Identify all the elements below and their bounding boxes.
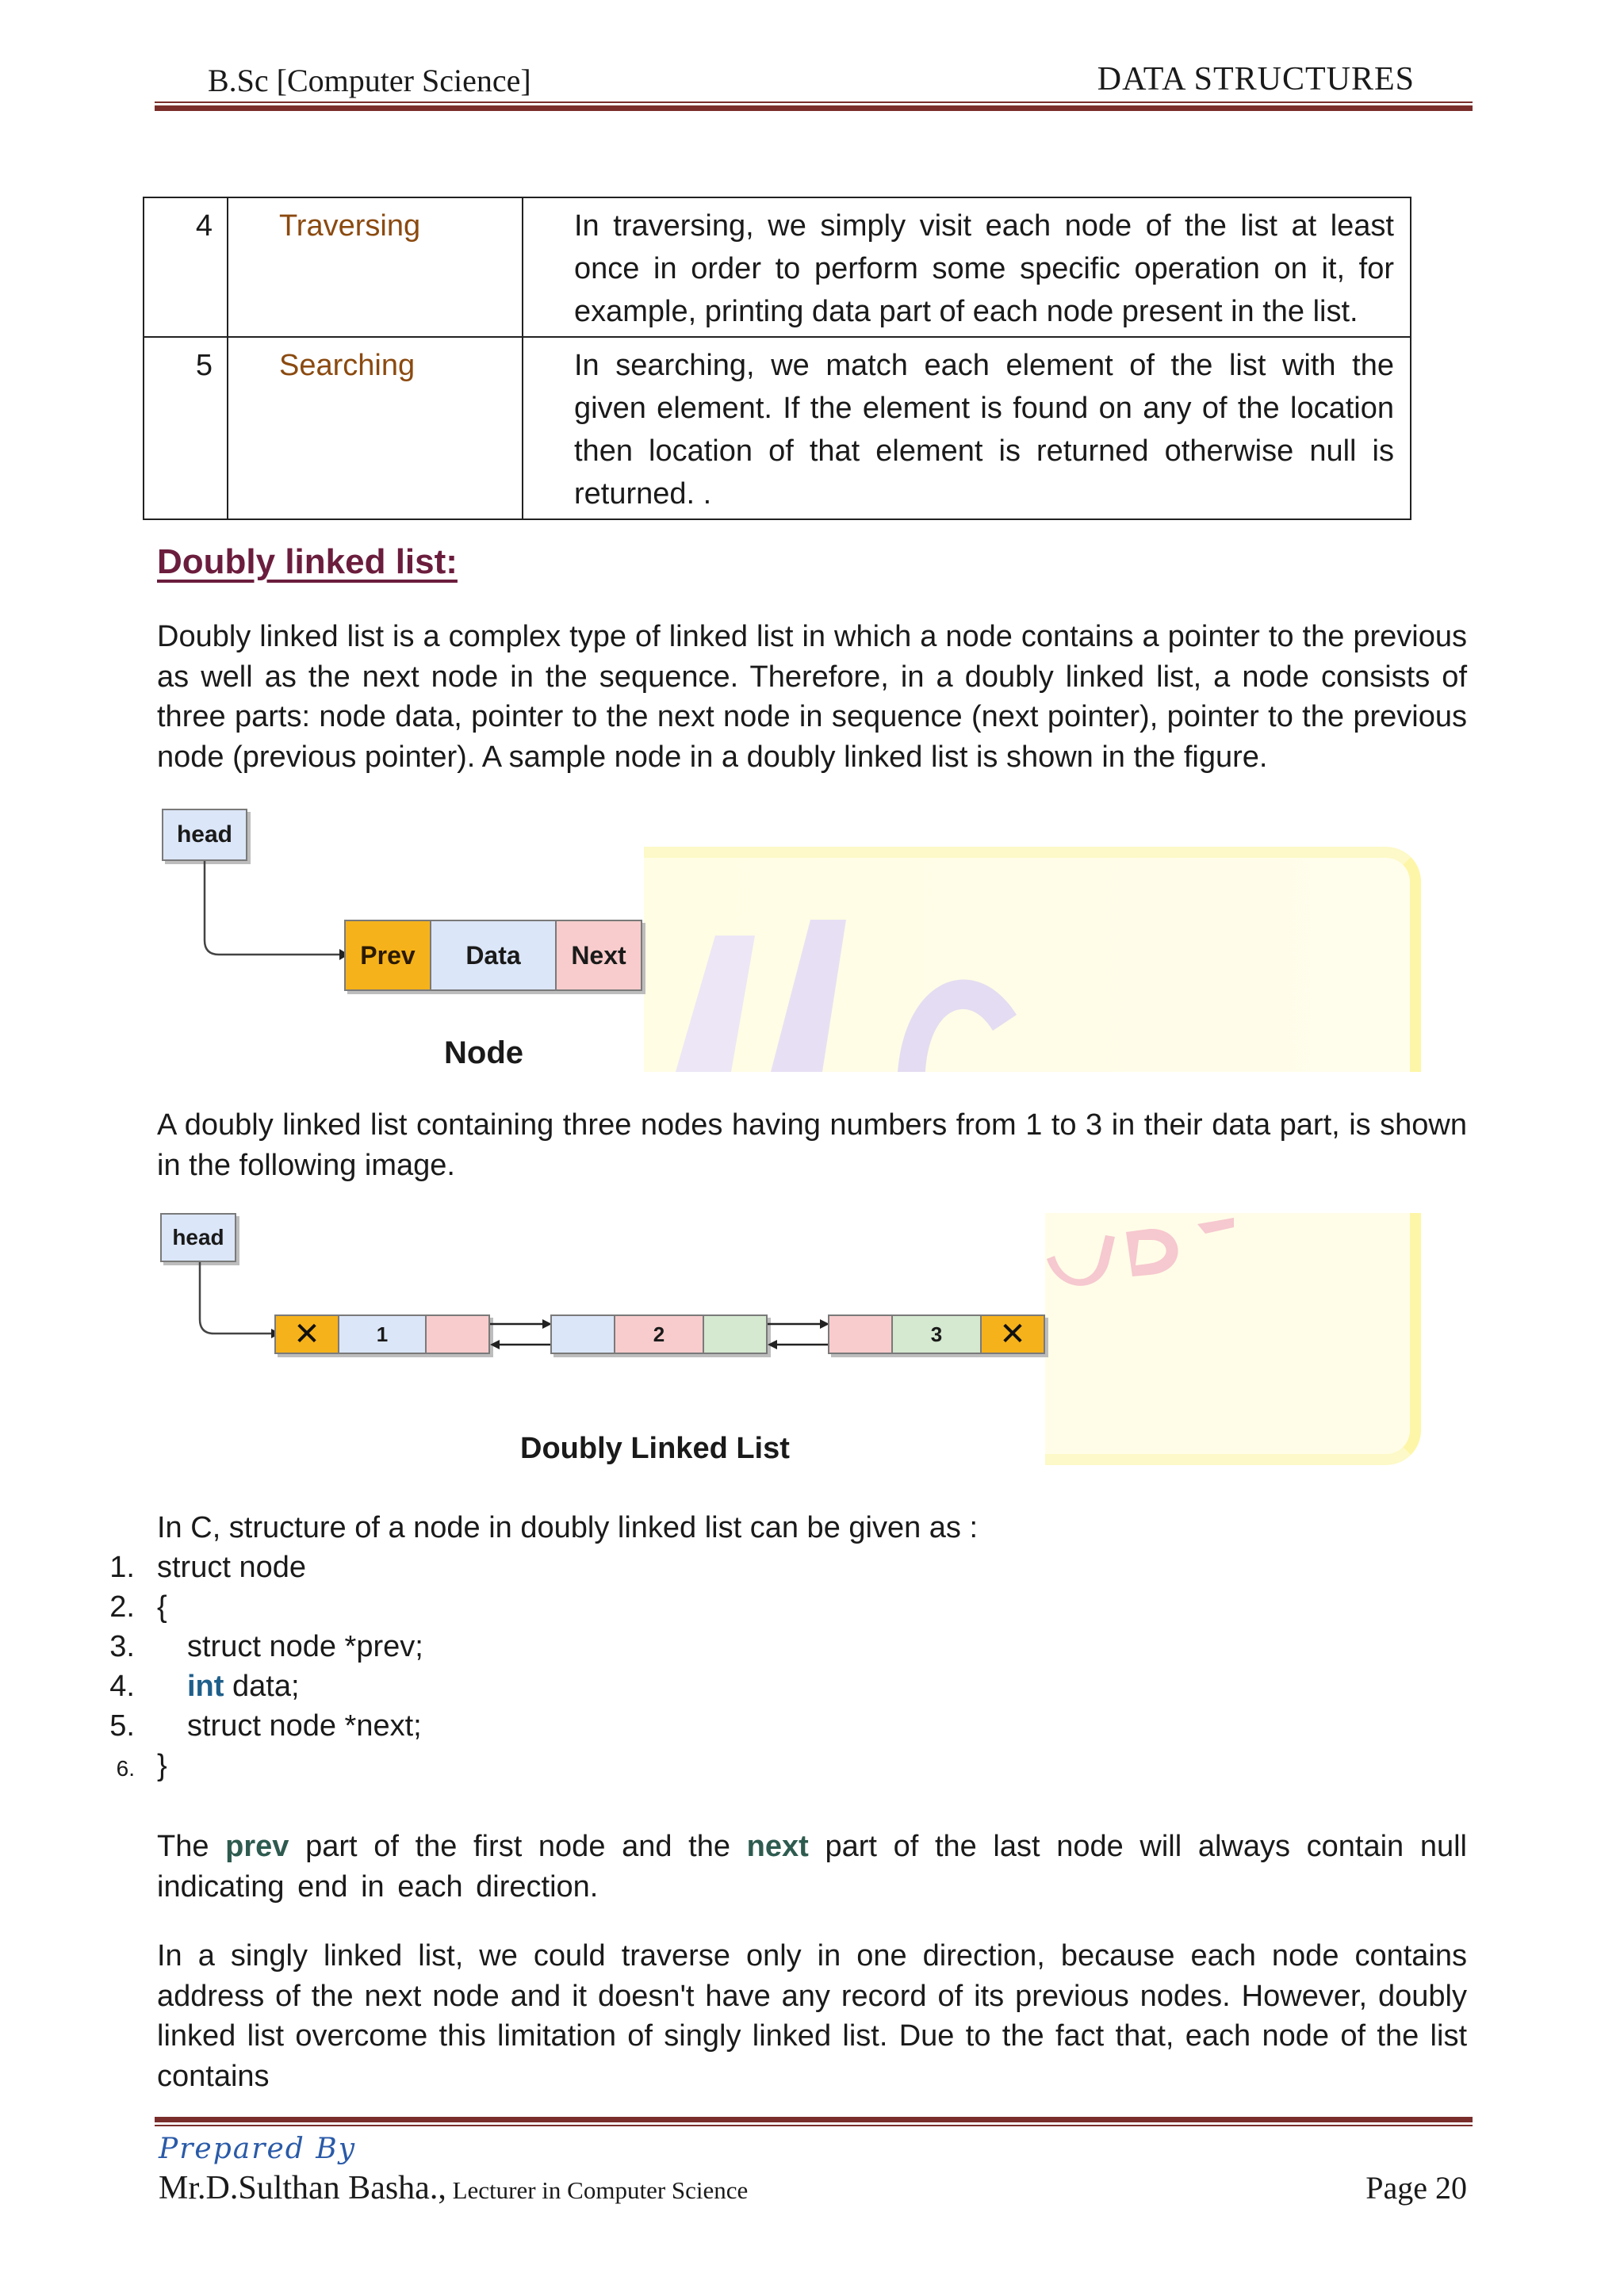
operation-name: Traversing bbox=[228, 197, 523, 337]
code-line-number: 4. bbox=[109, 1670, 135, 1703]
head-box: head bbox=[160, 1213, 236, 1262]
header-rule-thick bbox=[155, 105, 1473, 111]
null-marker-icon: ✕ bbox=[980, 1314, 1045, 1354]
operation-description: In traversing, we simply visit each node of the list at least once in order to perform some specific operation on it, for example, printing data part of each node present in the list. bbox=[523, 197, 1411, 337]
prepared-by: Prepared By bbox=[159, 2133, 357, 2165]
row-number: 4 bbox=[144, 197, 228, 337]
node-caption: Node bbox=[444, 1035, 523, 1070]
code-line: } bbox=[157, 1749, 167, 1782]
code-line: struct node bbox=[157, 1551, 306, 1584]
prev-field: Prev bbox=[344, 920, 431, 991]
node-1-data: 1 bbox=[338, 1314, 427, 1354]
link-arrows-1-2 bbox=[490, 1316, 552, 1353]
operation-name: Searching bbox=[228, 337, 523, 519]
code-line: { bbox=[157, 1590, 167, 1624]
code-line: struct node *next; bbox=[187, 1709, 422, 1743]
footer-rule-thick bbox=[155, 2117, 1473, 2122]
code-line-number: 1. bbox=[109, 1551, 135, 1584]
operations-table bbox=[143, 197, 1411, 520]
row-number: 5 bbox=[144, 337, 228, 519]
code-intro: In C, structure of a node in doubly linked list can be given as : bbox=[157, 1511, 979, 1544]
node-2-data: 2 bbox=[614, 1314, 704, 1354]
intro-paragraph: Doubly linked list is a complex type of linked list in which a node contains a pointer to the previous as well as the next node in the sequence. Therefore, in a doubly linked list, a node consists of three parts: node data, pointer to the next node in sequence (next pointer), pointer to the previous node (previous pointer). A sample node in a doubly linked list is shown in the figure. bbox=[157, 620, 1467, 774]
section-title: Doubly linked list: bbox=[157, 542, 458, 581]
header-course: B.Sc [Computer Science] bbox=[208, 63, 531, 98]
text-segment: The bbox=[157, 1830, 226, 1863]
traversal-paragraph: In a singly linked list, we could traverse only in one direction, because each node contains address of the next node and it doesn't have any record of its previous nodes. However, doubly linked list overcome this limitation of singly linked list. Due to the fact that, each node of the list contains bbox=[157, 1939, 1467, 2093]
author-line bbox=[159, 2169, 748, 2207]
link-arrows-2-3 bbox=[768, 1316, 829, 1353]
list-caption: Doubly Linked List bbox=[520, 1432, 790, 1465]
head-pointer-arrow bbox=[198, 861, 349, 964]
code-line-number: 6. bbox=[116, 1756, 135, 1781]
data-field: Data bbox=[430, 920, 557, 991]
code-line: struct node *prev; bbox=[187, 1630, 423, 1663]
node-3-data: 3 bbox=[891, 1314, 982, 1354]
null-marker-icon: ✕ bbox=[274, 1314, 339, 1354]
node-3-prev bbox=[828, 1314, 893, 1354]
prev-keyword: prev bbox=[225, 1830, 289, 1863]
node-2-next bbox=[703, 1314, 768, 1354]
code-line bbox=[187, 1667, 300, 1706]
watermark-letters bbox=[1047, 1216, 1237, 1288]
code-line-number: 2. bbox=[109, 1590, 135, 1624]
header-subject: DATA STRUCTURES bbox=[1097, 61, 1415, 98]
text-segment: part of the first node and the bbox=[289, 1830, 747, 1863]
node-1-next bbox=[425, 1314, 490, 1354]
null-ends-paragraph bbox=[157, 1827, 1467, 1907]
author-role: Lecturer in Computer Science bbox=[446, 2176, 749, 2204]
head-pointer-arrow bbox=[193, 1262, 281, 1341]
footer-rule-thin bbox=[155, 2125, 1473, 2126]
next-field: Next bbox=[555, 920, 642, 991]
code-line-number: 5. bbox=[109, 1709, 135, 1743]
header-rule-thin bbox=[155, 101, 1473, 103]
watermark-logo bbox=[644, 904, 1040, 1072]
code-text: data; bbox=[224, 1670, 300, 1703]
author-name: Mr.D.Sulthan Basha., bbox=[159, 2170, 446, 2206]
code-line-number: 3. bbox=[109, 1630, 135, 1663]
text-segment: part of the last node will always contain null indicating end in each direction. bbox=[157, 1830, 1467, 1904]
page-number: Page 20 bbox=[1365, 2170, 1467, 2206]
table-row bbox=[144, 197, 1411, 337]
node-2-prev bbox=[550, 1314, 615, 1354]
list-description: A doubly linked list containing three nodes having numbers from 1 to 3 in their data part, is shown in the following image. bbox=[157, 1108, 1467, 1182]
code-keyword: int bbox=[187, 1670, 224, 1703]
next-keyword: next bbox=[746, 1830, 809, 1863]
table-row bbox=[144, 337, 1411, 519]
operation-description: In searching, we match each element of the list with the given element. If the element is found on any of the location then location of that element is returned otherwise null is returned. . bbox=[523, 337, 1411, 519]
head-box: head bbox=[162, 809, 247, 861]
